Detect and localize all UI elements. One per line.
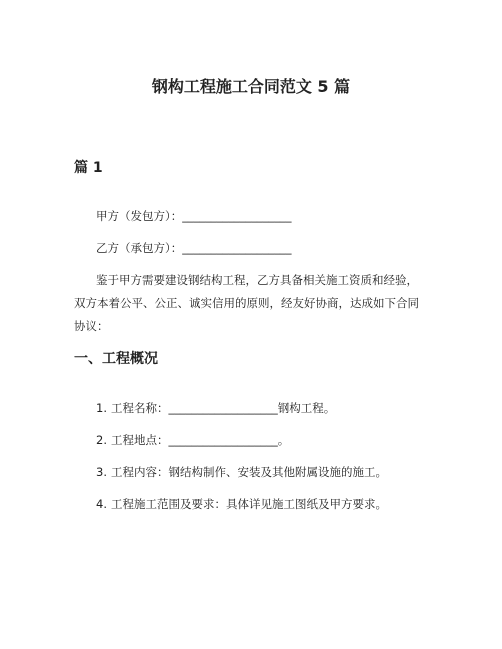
list-item — [96, 496, 387, 513]
list-item — [96, 432, 289, 449]
intro-paragraph-line-2: 双方本着公平、公正、诚实信用的原则，经友好协商，达成如下合同 — [74, 296, 419, 310]
list-item-text: 工程地点：___________________。 — [110, 433, 290, 447]
list-item-number: 2. — [96, 433, 107, 447]
document-title: 钢构工程施工合同范文 5 篇 — [151, 77, 351, 96]
party-b-line: 乙方（承包方）：___________________ — [96, 241, 292, 255]
intro-paragraph-line-3: 协议： — [74, 319, 109, 333]
list-item-text: 工程内容：钢结构制作、安装及其他附属设施的施工。 — [110, 465, 387, 479]
list-item-number: 3. — [96, 465, 107, 479]
list-item-number: 1. — [96, 401, 107, 415]
section-heading-project-overview: 一、工程概况 — [74, 351, 158, 367]
section-heading-part1: 篇 1 — [74, 160, 103, 176]
party-a-line: 甲方（发包方）：___________________ — [96, 209, 292, 223]
list-item-number: 4. — [96, 497, 107, 511]
list-item-text: 工程名称：___________________钢构工程。 — [110, 401, 336, 415]
list-item-text: 工程施工范围及要求：具体详见施工图纸及甲方要求。 — [110, 497, 387, 511]
intro-paragraph-line-1: 鉴于甲方需要建设钢结构工程，乙方具备相关施工资质和经验， — [96, 273, 418, 287]
list-item — [96, 464, 387, 481]
list-item — [96, 400, 335, 417]
